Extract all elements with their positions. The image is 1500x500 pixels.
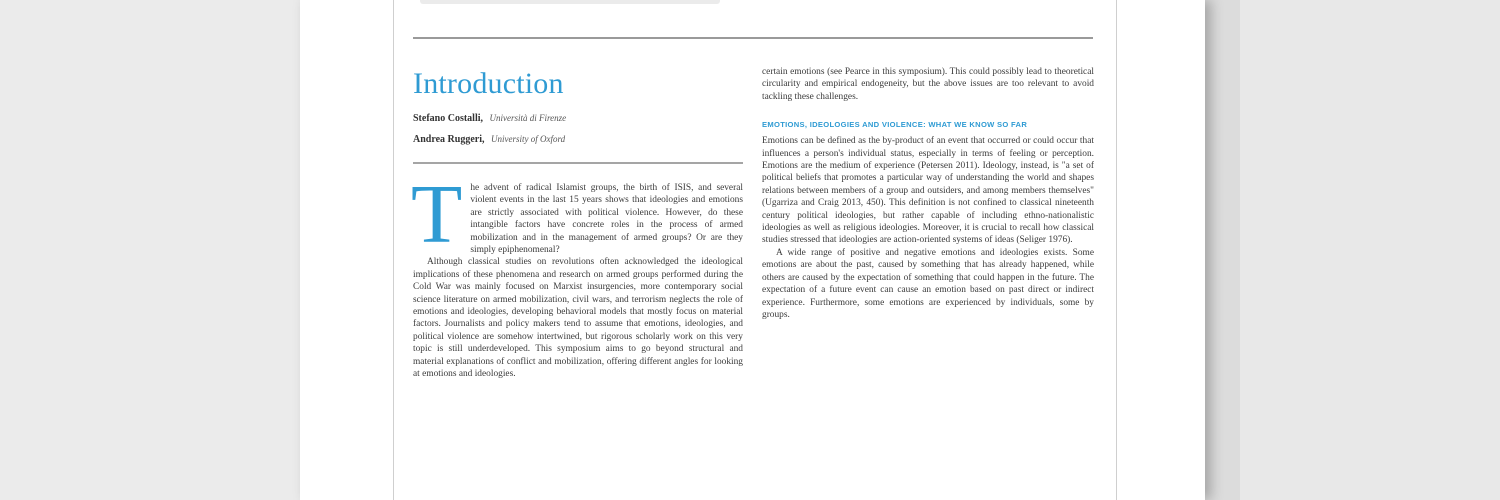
author-divider [413,162,743,164]
left-column [413,66,743,381]
background-right-panel [1240,0,1500,500]
author-affiliation: Università di Firenze [489,113,567,123]
dropcap-letter: T [411,168,463,261]
right-column [762,66,1094,321]
intro-paragraph [411,168,743,261]
background-left-panel [0,0,300,500]
author-affiliation: University of Oxford [490,134,566,144]
intro-paragraph-text: he advent of radical Islamist groups, the birth of ISIS, and several violent events in the last 15 years shows that ideologies and emotions are strictly associated with political violence. However, do these intangible factors have concrete roles in the process of armed mobilization and in the management of armed groups? Or are they simply epiphenomenal? [470,183,743,256]
header-rule [413,37,1093,39]
author-name: Stefano Costalli, [413,113,483,124]
subsection-heading: EMOTIONS, IDEOLOGIES AND VIOLENCE: WHAT WE KNOW SO FAR [762,120,1028,130]
body-paragraph: Although classical studies on revolutions often acknowledged the ideological implications of these phenomena and research on armed groups performed during the Cold War was mainly focused on Marxist insurgencies, more contemporary social science literature on armed mobilization, civil wars, and terrorism neglects the role of emotions and ideologies, developing behavioral models that mostly focus on material factors. Journalists and policy makers tend to assume that emotions, ideologies, and political violence are somehow intertwined, but rigorous scholarly work on this very topic is still underdeveloped. This symposium aims to go beyond structural and material explanations of conflict and mobilization, offering different angles for looking at emotions and ideologies. [413,257,743,380]
section-title: Introduction [413,67,564,100]
author-name: Andrea Ruggeri, [413,134,485,145]
cropped-title-remnant [420,0,720,4]
body-paragraph: certain emotions (see Pearce in this symposium). This could possibly lead to theoretical circularity and empirical endogeneity, but the above issues are too relevant to avoid tackling these challenges. [762,67,1094,102]
body-paragraph: A wide range of positive and negative emotions and ideologies exists. Some emotions are about the past, caused by something that has already happened, while others are caused by the expectation of something that could happen in the future. The expectation of a future event can cause an emotion based on past direct or indirect experience. Furthermore, some emotions are experienced by individuals, some by groups. [762,247,1094,320]
body-paragraph: Emotions can be defined as the by-product of an event that occurred or could occur that influences a person's individual status, especially in terms of feeling or perception. Emotions are the medium of experience (Petersen 2011). Ideology, instead, is "a set of political beliefs that promotes a particular way of understanding the world and shapes relations between members of a group and outsiders, and among members themselves" (Ugarriza and Craig 2013, 450). This definition is not confined to classical nineteenth century political ideologies, but rather capable of including ethno-nationalistic ideologies as well as religious ideologies. Moreover, it is crucial to recall how classical studies stressed that ideologies are action-oriented systems of ideas (Seliger 1976). [762,136,1094,246]
author-line [413,129,743,150]
author-line [413,108,743,129]
